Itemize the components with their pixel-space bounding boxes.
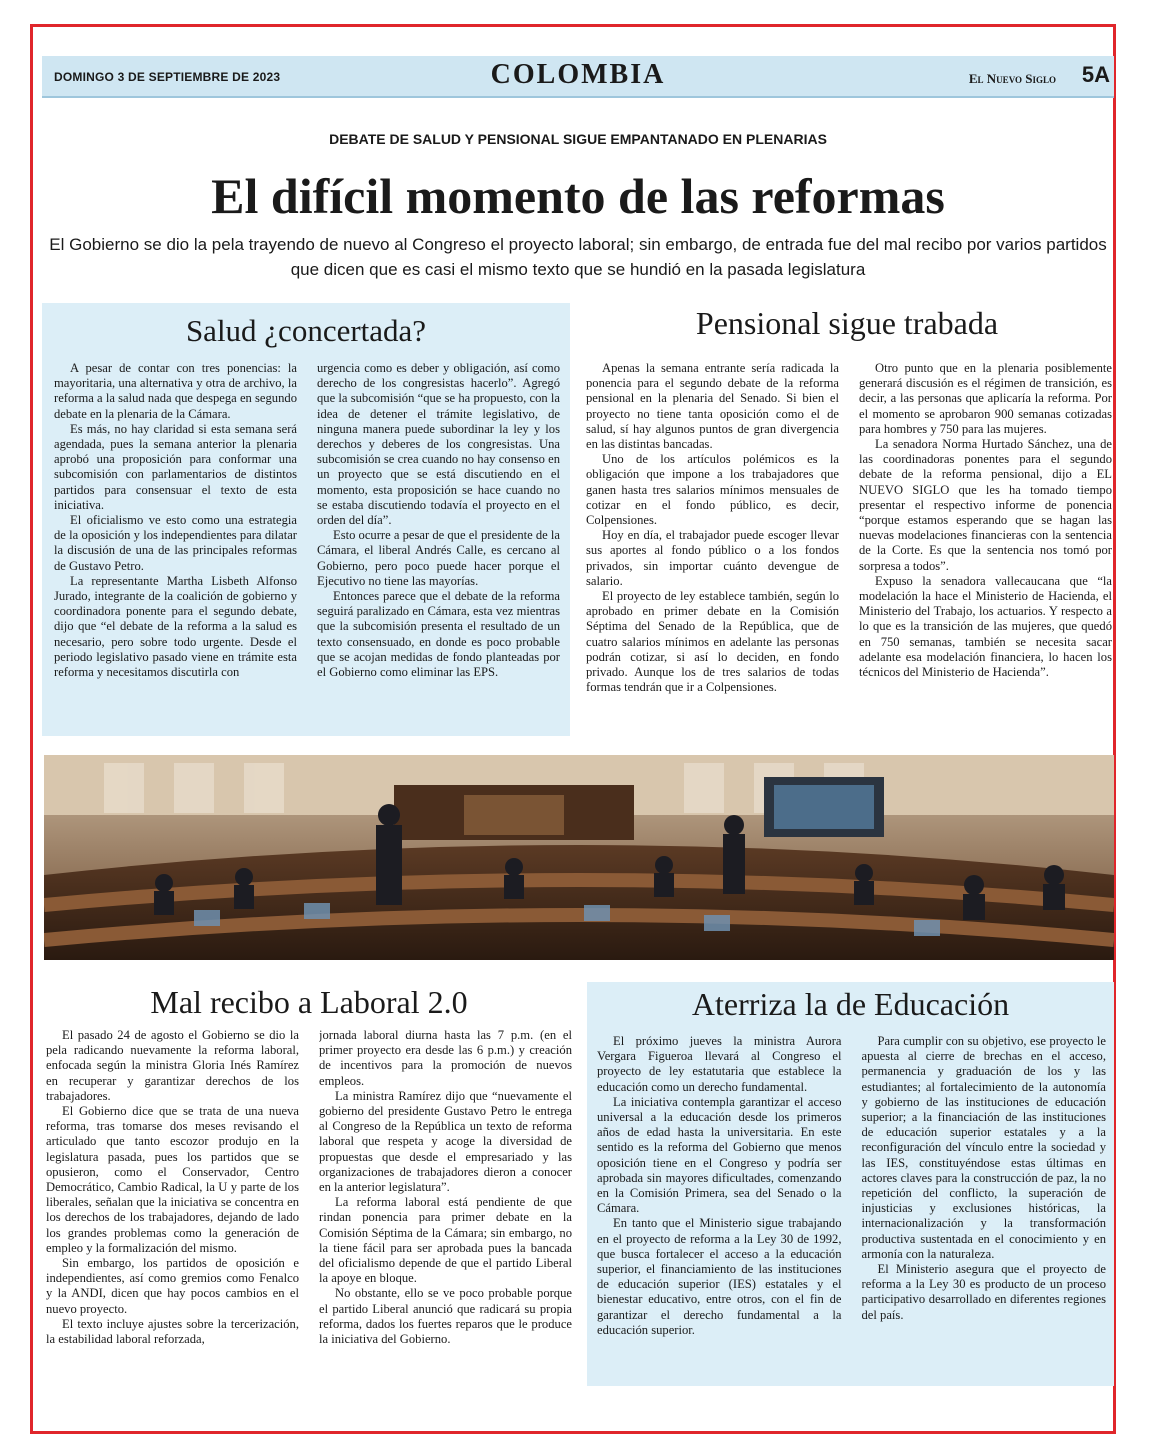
paragraph: Otro punto que en la plenaria posiblemente generará discusión es el régimen de transición, es decir, a las personas que aplicaría la reforma. Por el momento se aprobaron 900 semanas cotizadas para hombres y 750 para las mujeres.: [859, 361, 1112, 436]
paragraph: Expuso la senadora vallecaucana que “la modelación la hace el Ministerio de Hacienda, el Ministerio del Trabajo, los actuarios. Y respecto a lo que es la transición de las mujeres, que quedó en 750 semanas, también se necesita sacar adelante esa modelación financiera, lo hacen los técnicos del Ministerio de Hacienda”.: [859, 573, 1112, 680]
educacion-box: [587, 982, 1114, 1386]
kicker: DEBATE DE SALUD Y PENSIONAL SIGUE EMPANTANADO EN PLENARIAS: [329, 131, 827, 147]
laboral-heading: Mal recibo a Laboral 2.0: [150, 984, 468, 1020]
paragraph: Sin embargo, los partidos de oposición e independientes, así como gremios como Fenalco y la ANDI, dicen que hay pocos cambios en el nuevo proyecto.: [46, 1256, 299, 1316]
paragraph: El Ministerio asegura que el proyecto de reforma a la Ley 30 es producto de un proceso participativo desarrollado en diferentes regiones del país.: [861, 1262, 1106, 1322]
educacion-column-1: [597, 1034, 842, 1380]
paragraph: Hoy en día, el trabajador puede escoger llevar sus aportes al fondo público o a los fondos privados, sin importar cuánto devengue de salario.: [586, 528, 839, 588]
page-number: 5A: [1081, 62, 1110, 87]
paragraph: Uno de los artículos polémicos es la obligación que impone a los trabajadores que ganen hasta tres salarios mínimos mensuales de cotizar en el fondo público, es decir, Colpensiones.: [586, 452, 839, 528]
photo-illustration: [44, 755, 1114, 960]
salud-box: [42, 303, 570, 736]
educacion-heading: Aterriza la de Educación: [691, 986, 1010, 1022]
paragraph: Para cumplir con su objetivo, ese proyecto le apuesta al cierre de brechas en el acceso, permanencia y graduación de los y las estudiantes; al fortalecimiento de la autonomía y gobierno de las instituciones de educación superior; a la financiación de las instituciones de educación superior estatales y a la reconfiguración del vínculo entre la sociedad y las IES, constituyéndose estas últimas en actores claves para la construcción de paz, la no repetición del conflicto, la superación de injusticias y exclusiones históricas, la internacionalización y la transformación productiva sustentada en el conocimiento y en armonía con la naturaleza.: [861, 1034, 1106, 1261]
pensional-box: [580, 303, 1114, 736]
header-date: DOMINGO 3 DE SEPTIEMBRE DE 2023: [54, 70, 281, 84]
laboral-column-2: [319, 1028, 572, 1392]
paragraph: El Gobierno dice que se trata de una nueva reforma, tras tomarse dos meses revisando el articulado que tanto escozor produjo en la legislatura pasada, pues los partidos que se opusieron, como el Conservador, Centro Democrático, Cambio Radical, la U y parte de los liberales, señalan que la iniciativa se concentra en los derechos de los trabajadores, dejando de lado los grandes problemas como la generación de empleo y la formalización del mismo.: [46, 1104, 299, 1255]
paragraph: El pasado 24 de agosto el Gobierno se dio la pela radicando nuevamente la reforma laboral, enfocada según la ministra Gloria Inés Ramírez en recuperar y garantizar derechos de los trabajadores.: [46, 1028, 299, 1103]
paragraph: jornada laboral diurna hasta las 7 p.m. (en el primer proyecto era desde las 6 p.m.) y creación de incentivos para la promoción de nuevos empleos.: [319, 1028, 572, 1088]
paragraph: El oficialismo ve esto como una estrategia de la oposición y los independientes para dilatar la discusión de una de las principales reformas de Gustavo Petro.: [54, 513, 297, 573]
subheadline: El Gobierno se dio la pela trayendo de nuevo al Congreso el proyecto laboral; sin embargo, de entrada fue del mal recibo por varios partidos que dicen que es casi el mismo texto que se hundió en la pasada legislatura: [49, 235, 1107, 279]
newspaper-name: El Nuevo Siglo: [968, 71, 1056, 86]
headline: El difícil momento de las reformas: [211, 168, 945, 224]
paragraph: El texto incluye ajustes sobre la tercerización, la estabilidad laboral reforzada,: [46, 1316, 299, 1347]
page-header: [42, 56, 1114, 98]
laboral-column-1: [46, 1028, 299, 1392]
paragraph: En tanto que el Ministerio sigue trabajando en el proyecto de reforma a la Ley 30 de 1992, que busca fortalecer el acceso a la educación superior, el financiamiento de las instituciones de educación superior (IES) estatales y el bienestar educativo, entre otros, con el fin de garantizar el derecho fundamental a la educación superior.: [597, 1216, 842, 1337]
salud-column-1: [54, 361, 297, 728]
congress-plenary-photo: [44, 755, 1114, 960]
paragraph: La reforma laboral está pendiente de que rindan ponencia para primer debate en la Comisión Séptima de la Cámara; sin embargo, no la tiene fácil para ser aprobada pues la bancada del oficialismo depende de que el partido Liberal la apoye en bloque.: [319, 1195, 572, 1286]
paragraph: Es más, no hay claridad si esta semana será agendada, pues la semana anterior la plenaria aprobó una proposición para conformar una subcomisión con parlamentarios de distintos partidos para consensuar el texto de esta iniciativa.: [54, 421, 297, 512]
pensional-column-2: [859, 361, 1112, 730]
salud-column-2: [317, 361, 560, 728]
paragraph: El proyecto de ley establece también, según lo aprobado en primer debate en la Comisión Séptima del Senado de la República, que de cuatro salarios mínimos en adelante las personas podrán cotizar, si así lo deciden, en fondo privado. Aunque los de tres salarios de todas formas tendrán que ir a Colpensiones.: [586, 589, 839, 695]
paragraph: A pesar de contar con tres ponencias: la mayoritaria, una alternativa y otra de archivo, la reforma a la salud nada que despega en segundo debate en la plenaria de la Cámara.: [54, 361, 297, 421]
paragraph: La ministra Ramírez dijo que “nuevamente el gobierno del presidente Gustavo Petro le entrega al Congreso de la República un texto de reforma laboral que respeta y acoge la diversidad de propuestas que desde el empresariado y las organizaciones de trabajadores dieron a conocer en la anterior legislatura”.: [319, 1088, 572, 1195]
paragraph: La senadora Norma Hurtado Sánchez, una de las coordinadoras ponentes para el segundo debate de la reforma pensional, dijo a EL NUEVO SIGLO que les ha tomado tiempo presentar el respectivo informe de ponencia “porque estamos esperando que se hagan las nuevas modelaciones financieras con la sentencia de la Corte. Es que la sentencia nos tomó por sorpresa a todos”.: [859, 437, 1112, 573]
pensional-heading: Pensional sigue trabada: [695, 305, 999, 341]
paragraph: No obstante, ello se ve poco probable porque el partido Liberal anunció que radicará su propia reforma, dados los fuertes reparos que le produce la iniciativa del Gobierno.: [319, 1286, 572, 1347]
educacion-column-2: [862, 1034, 1107, 1380]
paragraph: El próximo jueves la ministra Aurora Vergara Figueroa llevará al Congreso el proyecto de ley estatutaria que establece la educación como un derecho fundamental.: [597, 1034, 842, 1094]
paragraph: Esto ocurre a pesar de que el presidente de la Cámara, el liberal Andrés Calle, es cercano al Gobierno, pero poco puede hacer porque el Ejecutivo no tiene las mayorías.: [317, 528, 560, 588]
paragraph: Entonces parece que el debate de la reforma seguirá paralizado en Cámara, esta vez mientras que la subcomisión presenta el resultado de un texto consensuado, en donde es poco probable que se acojan medidas de fondo planteadas por el Gobierno como eliminar las EPS.: [317, 589, 560, 680]
paragraph: Apenas la semana entrante sería radicada la ponencia para el segundo debate de la reforma pensional en la plenaria del Senado. Si bien el proyecto no tiene tanta oposición como el de salud, sí hay algunos puntos de gran divergencia en las distintas bancadas.: [586, 361, 839, 452]
paragraph: La representante Martha Lisbeth Alfonso Jurado, integrante de la coalición de gobierno y coordinadora ponente para el segundo debate, dijo que “el debate de la reforma a la salud es necesario, pero sobre todo urgente. Desde el periodo legislativo pasado viene en trámite esta reforma y necesitamos discutirla con: [54, 573, 297, 680]
salud-heading: Salud ¿concertada?: [185, 313, 427, 348]
laboral-box: [42, 982, 576, 1392]
pensional-column-1: [586, 361, 839, 730]
section-title: COLOMBIA: [490, 59, 666, 90]
paragraph: urgencia como es deber y obligación, así como derecho de los congresistas hacerlo”. Agregó que la subcomisión “que se ha propuesto, con la idea de detener el trámite legislativo, de ninguna manera puede subordinar la ley y los derechos y deberes de los congresistas. Una subcomisión se crea cuando no hay consenso en un proyecto que se está discutiendo en el momento, esta proposición se hace cuando no se estaba discutiendo todavía el proyecto en el orden del día”.: [317, 361, 560, 528]
paragraph: La iniciativa contempla garantizar el acceso universal a la educación desde los primeros años de edad hasta la universitaria. En este sentido es la reforma del Gobierno que menos oposición tiene en el Congreso y podría ser aprobada sin mayores dificultades, comenzando en la Comisión Primera, sea del Senado o la Cámara.: [597, 1094, 842, 1216]
